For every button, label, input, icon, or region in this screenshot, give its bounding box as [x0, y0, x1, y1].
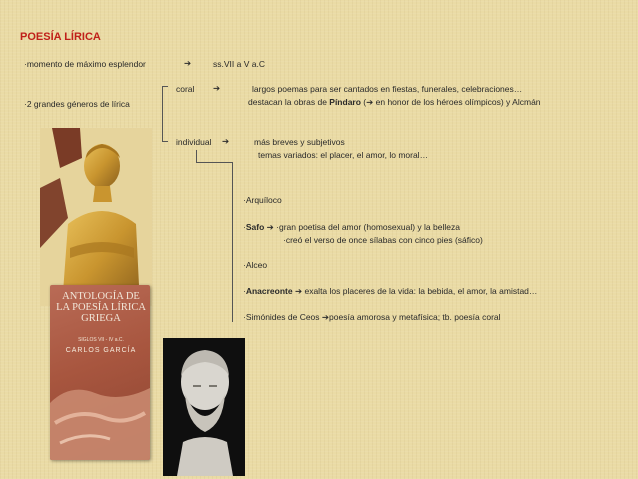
right-arrow-icon: ➔	[366, 97, 374, 107]
right-arrow-icon: ➔	[184, 58, 192, 68]
poet-anacreonte: ·Anacreonte ➔ exalta los placeres de la vida: la bebida, el amor, la amistad…	[243, 286, 538, 296]
right-arrow-icon: ➔	[213, 83, 221, 93]
book-subtitle: SIGLOS VII - IV a.C.	[78, 337, 124, 343]
pindaro-name: Píndaro	[329, 97, 361, 107]
book-title: ANTOLOGÍA DE LA POESÍA LÍRICA GRIEGA	[56, 291, 146, 324]
row-momento-value: ss.VII a V a.C	[213, 59, 265, 69]
tree-trunk	[232, 162, 233, 322]
poet-arquiloco: ·Arquíloco	[243, 195, 282, 205]
tree-stem	[196, 150, 197, 162]
coral-line1: largos poemas para ser cantados en fiestas, funerales, celebraciones…	[252, 84, 523, 94]
right-arrow-icon: ➔	[266, 222, 274, 232]
individual-line1: más breves y subjetivos	[254, 137, 345, 147]
book-cover-image	[50, 285, 150, 460]
tree-horizontal	[196, 162, 232, 163]
book-author: CARLOS GARCÍA	[65, 347, 137, 354]
bracket-vertical	[162, 86, 163, 142]
bracket-bottom	[162, 141, 168, 142]
slide-title: POESÍA LÍRICA	[20, 31, 101, 43]
row-generos-label: ·2 grandes géneros de lírica	[24, 99, 130, 109]
right-arrow-icon: ➔	[321, 312, 330, 322]
right-arrow-icon: ➔	[294, 286, 303, 296]
bracket-top	[162, 86, 168, 87]
bust-image	[163, 338, 245, 476]
right-arrow-icon: ➔	[222, 136, 230, 146]
poet-alceo: ·Alceo	[243, 260, 268, 270]
coral-line2: destacan la obras de Píndaro (➔ en honor de los héroes olímpicos) y Alcmán	[248, 97, 541, 107]
poet-simonides: ·Simónides de Ceos ➔poesía amorosa y metafísica; tb. poesía coral	[243, 312, 501, 322]
sappho-statue-image	[40, 128, 152, 306]
individual-label: individual	[176, 137, 212, 147]
safo-line2: ·creó el verso de once sílabas con cinco pies (sáfico)	[283, 235, 483, 245]
poet-safo: ·Safo ➔ ·gran poetisa del amor (homosexual) y la belleza	[243, 222, 460, 232]
coral-label: coral	[176, 84, 195, 94]
row-momento-label: ·momento de máximo esplendor	[24, 59, 146, 69]
individual-line2: temas variados: el placer, el amor, lo moral…	[258, 150, 429, 160]
